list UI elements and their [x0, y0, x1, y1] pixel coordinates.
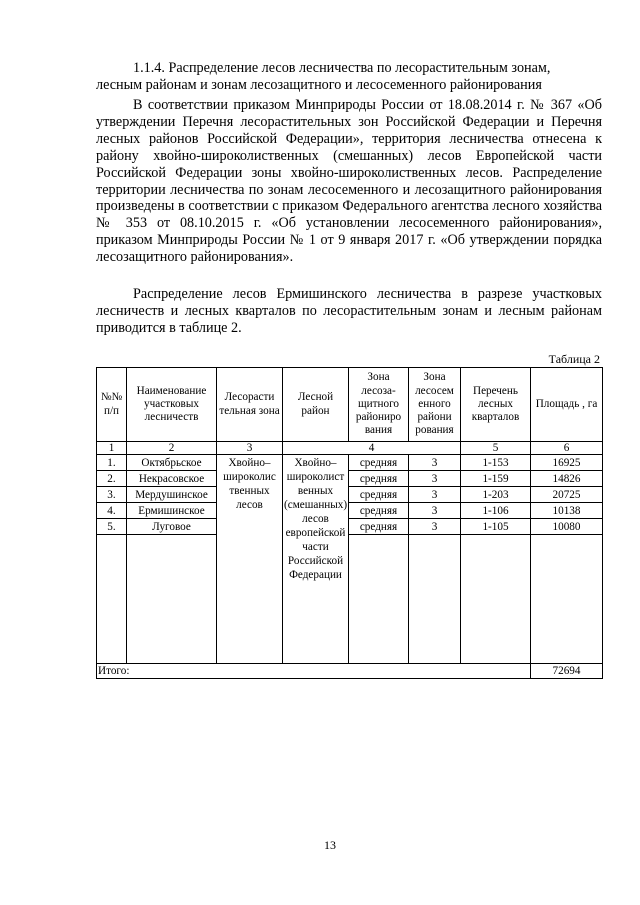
- table-empty-row: [97, 535, 603, 664]
- row-blocks: 1-106: [461, 503, 531, 519]
- col-number: 5: [461, 442, 531, 455]
- empty-cell: [531, 535, 603, 664]
- section-heading: [96, 60, 602, 94]
- header-seed: Зона лесосем енного райони рования: [409, 368, 461, 442]
- empty-cell: [127, 535, 217, 664]
- forest-distribution-table: [96, 367, 603, 679]
- page-number: 13: [324, 838, 336, 852]
- row-protect: средняя: [349, 487, 409, 503]
- row-blocks: 1-203: [461, 487, 531, 503]
- table-total-row: [97, 664, 603, 679]
- col-number: 4: [283, 442, 461, 455]
- table-row: [97, 519, 603, 535]
- empty-cell: [349, 535, 409, 664]
- row-protect: средняя: [349, 455, 409, 471]
- row-seed: 3: [409, 455, 461, 471]
- row-name: Мердушинское: [127, 487, 217, 503]
- col-number: 3: [217, 442, 283, 455]
- row-num: 2.: [97, 471, 127, 487]
- row-blocks: 1-153: [461, 455, 531, 471]
- row-area: 14826: [531, 471, 603, 487]
- district-cell: Хвойно– широколист венных (смешанных) лесов европейской части Российской Федерации: [283, 455, 349, 664]
- column-number-row: [97, 442, 603, 455]
- header-district: Лесной район: [283, 368, 349, 442]
- empty-cell: [461, 535, 531, 664]
- row-protect: средняя: [349, 503, 409, 519]
- table-row: [97, 471, 603, 487]
- row-area: 10080: [531, 519, 603, 535]
- heading-line-1: 1.1.4. Распределение лесов лесничества по лесорастительным зонам,: [133, 60, 551, 76]
- row-num: 5.: [97, 519, 127, 535]
- total-value: 72694: [531, 664, 603, 679]
- row-seed: 3: [409, 471, 461, 487]
- table-row: [97, 487, 603, 503]
- table-row: [97, 455, 603, 471]
- row-protect: средняя: [349, 519, 409, 535]
- header-num: №№ п/п: [97, 368, 127, 442]
- table-caption: Таблица 2: [548, 352, 600, 366]
- zone-cell: Хвойно– широколис твенных лесов: [217, 455, 283, 664]
- row-protect: средняя: [349, 471, 409, 487]
- total-label: Итого:: [97, 664, 531, 679]
- table-row: [97, 503, 603, 519]
- row-name: Луговое: [127, 519, 217, 535]
- row-name: Ермишинское: [127, 503, 217, 519]
- empty-cell: [409, 535, 461, 664]
- header-protect: Зона лесоза- щитного райониро вания: [349, 368, 409, 442]
- row-name: Некрасовское: [127, 471, 217, 487]
- empty-cell: [97, 535, 127, 664]
- col-number: 2: [127, 442, 217, 455]
- heading-line-2: лесным районам и зонам лесозащитного и лесосеменного районирования: [96, 77, 542, 93]
- row-seed: 3: [409, 519, 461, 535]
- row-seed: 3: [409, 503, 461, 519]
- header-area: Площадь , га: [531, 368, 603, 442]
- row-blocks: 1-159: [461, 471, 531, 487]
- header-name: Наименование участковых лесничеств: [127, 368, 217, 442]
- row-num: 4.: [97, 503, 127, 519]
- row-name: Октябрьское: [127, 455, 217, 471]
- header-blocks: Перечень лесных кварталов: [461, 368, 531, 442]
- row-area: 10138: [531, 503, 603, 519]
- row-num: 1.: [97, 455, 127, 471]
- table-header-row: [97, 368, 603, 442]
- paragraph-2: Распределение лесов Ермишинского лесничества в разрезе участковых лесничеств и лесных кварталов по лесорастительным зонам и лесным районам приводится в таблице 2.: [96, 286, 602, 336]
- paragraph-1: В соответствии приказом Минприроды России от 18.08.2014 г. № 367 «Об утверждении Перечня лесорастительных зон Российской Федерации и Перечня лесных районов Российской Федерации», территория лесничества отнесена к району хвойно-широколиственных (смешанных) лесов Европейской части Российской Федерации зоны хвойно-широколиственных лесов. Распределение территории лесничества по зонам лесосеменного и лесозащитного районирования произведены в соответствии с приказом Федерального агентства лесного хозяйства № 353 от 08.10.2015 г. «Об установлении лесосеменного районирования», приказом Минприроды России № 1 от 9 января 2017 г. «Об утверждении порядка лесозащитного районирования».: [96, 97, 602, 266]
- col-number: 1: [97, 442, 127, 455]
- row-num: 3.: [97, 487, 127, 503]
- row-area: 16925: [531, 455, 603, 471]
- row-blocks: 1-105: [461, 519, 531, 535]
- header-zone: Лесорасти тельная зона: [217, 368, 283, 442]
- col-number: 6: [531, 442, 603, 455]
- row-area: 20725: [531, 487, 603, 503]
- row-seed: 3: [409, 487, 461, 503]
